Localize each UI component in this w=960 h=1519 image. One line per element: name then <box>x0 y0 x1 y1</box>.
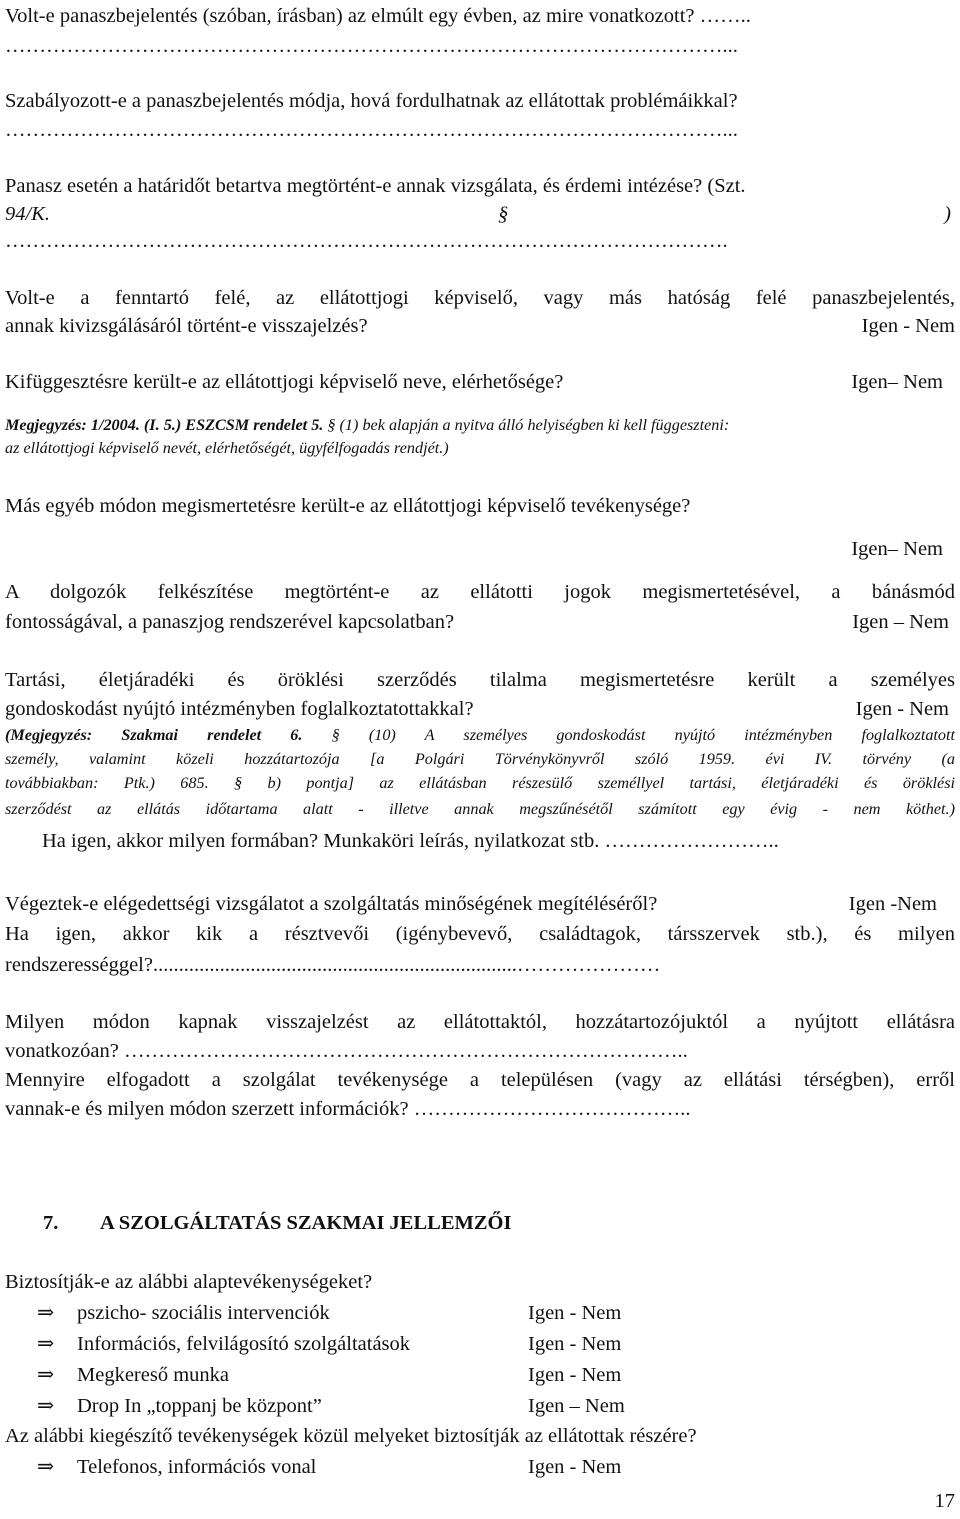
note-label: (Megjegyzés: Szakmai rendelet 6. <box>5 726 303 744</box>
note-szakmai <box>5 723 955 747</box>
service-label: Drop In „toppanj be központ” <box>77 1395 322 1417</box>
service-label: Telefonos, információs vonal <box>77 1456 317 1478</box>
yes-no-choice[interactable]: Igen– Nem <box>851 538 943 560</box>
yes-no-choice[interactable]: Igen - Nem <box>528 1302 622 1324</box>
law-ref: 94/K. <box>5 203 50 225</box>
yes-no-choice[interactable]: Igen -Nem <box>848 893 937 915</box>
arrow-icon: ⇒ <box>37 1333 55 1355</box>
list-item <box>5 1361 229 1389</box>
service-label: Információs, felvilágosító szolgáltatások <box>77 1333 411 1355</box>
section-number: 7. <box>43 1212 59 1234</box>
list-item <box>5 1299 330 1327</box>
service-label: Megkereső munka <box>77 1364 229 1386</box>
page-number: 17 <box>934 1490 955 1512</box>
yes-no-choice[interactable]: Igen - Nem <box>528 1456 622 1478</box>
question-text: Panasz esetén a határidőt betartva megtörtént-e annak vizsgálata, és érdemi intézése? (Szt. <box>5 175 746 197</box>
question-acceptance: Mennyire elfogadott a szolgálat tevékenysége a településen (vagy az ellátási térségben), erről <box>5 1069 955 1091</box>
question-continuation <box>5 200 955 228</box>
note-text: § (10) A személyes gondoskodást nyújtó intézményben foglalkoztatott <box>302 726 955 744</box>
question-acceptance-cont: vannak-e és milyen módon szerzett információk? ………………………………….. <box>5 1098 691 1120</box>
question-staff-training: A dolgozók felkészítése megtörtént-e az ellátotti jogok megismertetésével, a bánásmód <box>5 581 955 603</box>
list-item <box>5 1453 316 1481</box>
question-basic-services: Biztosítják-e az alábbi alaptevékenységeket? <box>5 1271 373 1293</box>
question-client-feedback: Milyen módon kapnak visszajelzést az ellátottaktól, hozzátartozójuktól a nyújtott ellátásra <box>5 1011 955 1033</box>
yes-no-choice[interactable]: Igen – Nem <box>852 611 949 633</box>
question-text: fontosságával, a panaszjog rendszerével kapcsolatban? <box>5 611 455 633</box>
question-client-feedback-cont: vonatkozóan? ……………………………………………………………………….. <box>5 1040 688 1062</box>
closing-paren: ) <box>944 203 951 225</box>
note-label: Megjegyzés: 1/2004. (I. 5.) ESZCSM rendelet 5. <box>5 416 324 434</box>
list-item <box>5 1330 410 1358</box>
note-szakmai-cont: szerződést az ellátás időtartama alatt - illetve annak megszűnésétől számított egy évig - nem köthet.) <box>5 800 955 818</box>
note-eszcsm-cont: az ellátottjogi képviselő nevét, elérhetőségét, ügyfélfogadás rendjét.) <box>5 439 449 457</box>
question-text: Végeztek-e elégedettségi vizsgálatot a szolgáltatás minőségének megítéléséről? <box>5 893 658 915</box>
note-szakmai-cont: személy, valamint közeli hozzátartozója [a Polgári Törvénykönyvről szóló 1959. évi IV. törvény (a <box>5 750 955 768</box>
answer-dots: ……………………………………………………………………………………………... <box>5 35 738 57</box>
question-contract-ban: Tartási, életjáradéki és öröklési szerződés tilalma megismertetésre került a személyes <box>5 669 955 691</box>
question-contract-ban-cont <box>5 695 955 723</box>
arrow-icon: ⇒ <box>37 1364 55 1386</box>
arrow-icon: ⇒ <box>37 1395 55 1417</box>
question-staff-training-cont <box>5 608 955 636</box>
yes-no-choice[interactable]: Igen – Nem <box>528 1395 625 1417</box>
question-extra-services: Az alábbi kiegészítő tevékenységek közül melyeket biztosítják az ellátottak részére? <box>5 1425 697 1447</box>
yes-no-choice[interactable]: Igen - Nem <box>528 1333 622 1355</box>
yes-no-choice[interactable]: Igen - Nem <box>528 1364 622 1386</box>
service-label: pszicho- szociális intervenciók <box>77 1302 330 1324</box>
question-participants: Ha igen, akkor kik a résztvevői (igénybevevő, családtagok, társszervek stb.), és milyen <box>5 923 955 945</box>
list-item <box>5 1392 322 1420</box>
answer-dots: ……………………………………………………………………………………………... <box>5 119 738 141</box>
answer-dots: ……………………………………………………………………………………………. <box>5 230 728 252</box>
yes-no-choice[interactable]: Igen - Nem <box>861 315 955 337</box>
yes-no-choice[interactable]: Igen - Nem <box>855 698 949 720</box>
question-posting <box>5 368 955 396</box>
question-other-ways: Más egyéb módon megismertetésre került-e az ellátottjogi képviselő tevékenysége? <box>5 495 691 517</box>
question-text: gondoskodást nyújtó intézményben foglalkoztatottakkal? <box>5 698 474 720</box>
arrow-icon: ⇒ <box>37 1456 55 1478</box>
note-eszcsm <box>5 413 955 437</box>
note-szakmai-cont: továbbiakban: Ptk.) 685. § b) pontja] az ellátásban részesülő személlyel tartási, életjáradéki és öröklési <box>5 774 955 792</box>
question-text: annak kivizsgálásáról történt-e visszajelzés? <box>5 315 368 337</box>
section-heading: A SZOLGÁLTATÁS SZAKMAI JELLEMZŐI <box>100 1212 512 1234</box>
question-feedback-cont <box>5 312 955 340</box>
note-text: § (1) bek alapján a nyitva álló helyiségben ki kell függeszteni: <box>323 416 730 434</box>
question-complaint-deadline <box>5 172 955 200</box>
question-text: Kifüggesztésre került-e az ellátottjogi képviselő neve, elérhetősége? <box>5 371 564 393</box>
question-form: Ha igen, akkor milyen formában? Munkaköri leírás, nyilatkozat stb. …………………….. <box>42 830 779 852</box>
section-sign: § <box>498 203 509 225</box>
question-participants-cont: rendszerességgel?.......................................................................………………… <box>5 954 661 976</box>
arrow-icon: ⇒ <box>37 1302 55 1324</box>
question-satisfaction <box>5 890 955 918</box>
yes-no-choice[interactable]: Igen– Nem <box>851 371 943 393</box>
question-complaint-rules: Szabályozott-e a panaszbejelentés módja, hová fordulhatnak az ellátottak problémáikkal? <box>5 90 738 112</box>
question-feedback: Volt-e a fenntartó felé, az ellátottjogi képviselő, vagy más hatóság felé panaszbejelentés, <box>5 287 955 309</box>
question-complaint: Volt-e panaszbejelentés (szóban, írásban) az elmúlt egy évben, az mire vonatkozott? …….. <box>5 5 751 27</box>
